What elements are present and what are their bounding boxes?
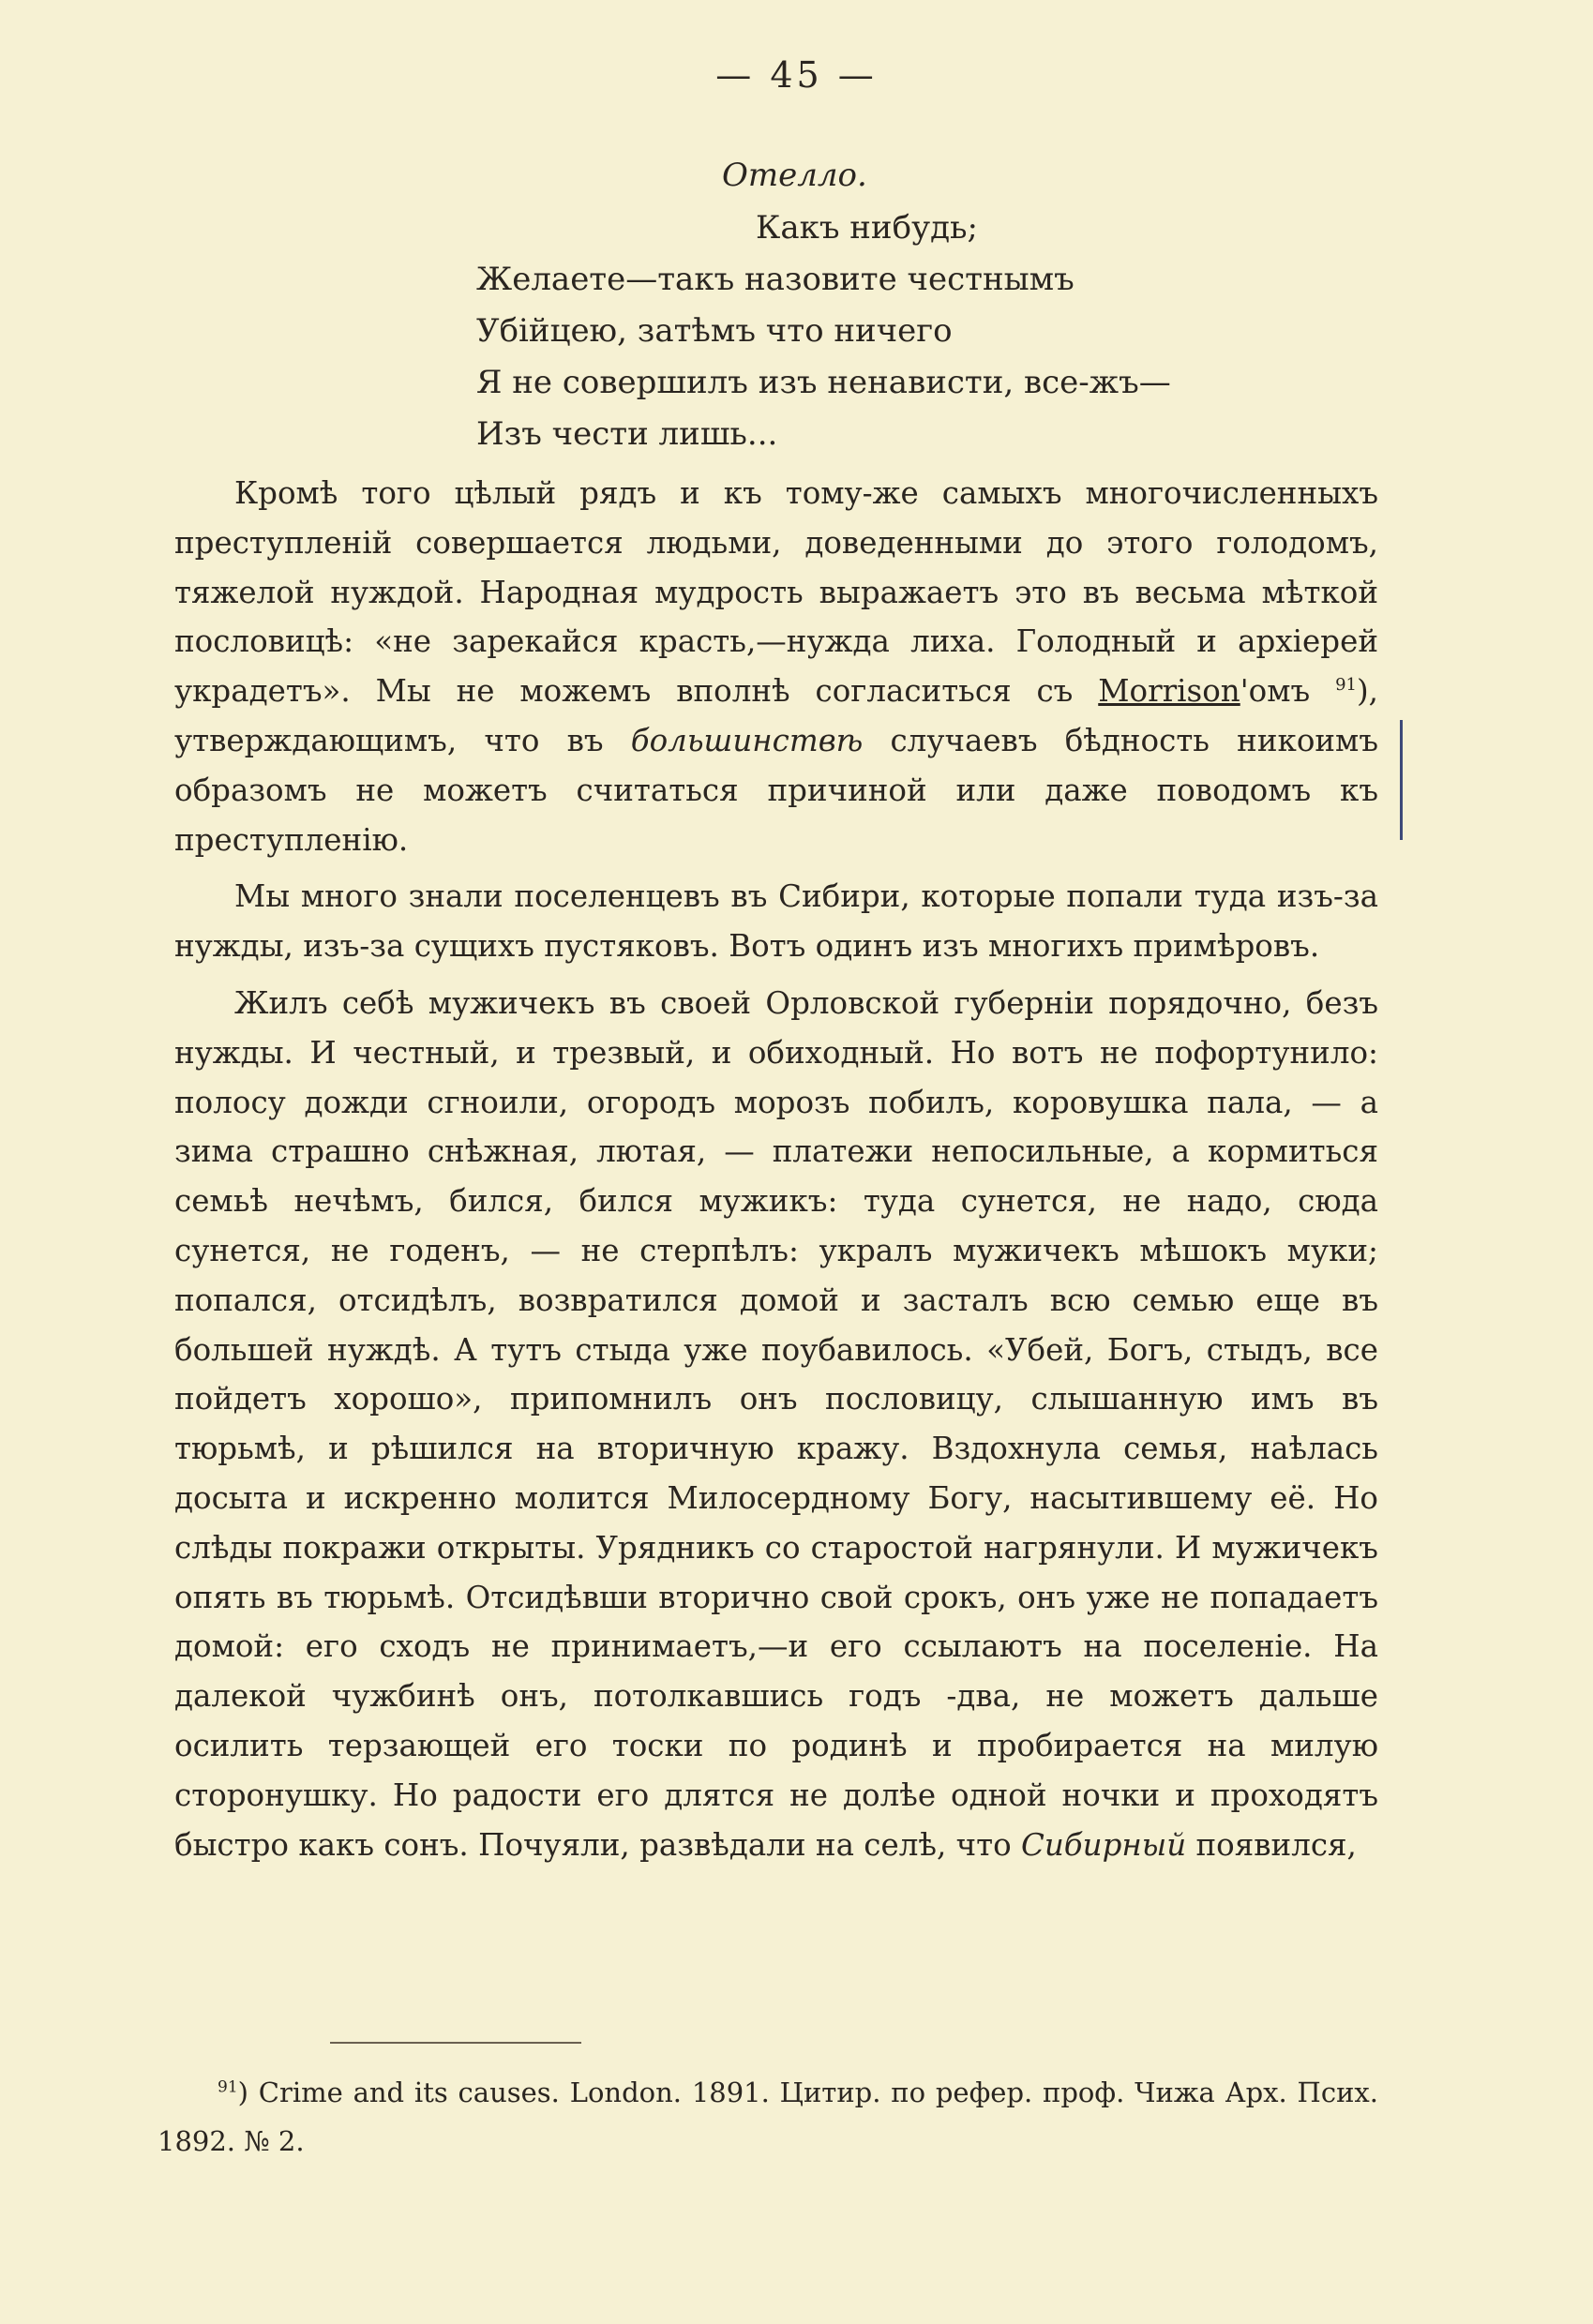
footnote <box>158 2068 1378 2166</box>
text-run: Кромѣ того цѣлый рядъ и къ тому-же самыхъ многочисленныхъ преступленій совершается людьми, доведенными до этого голодомъ, тяжелой нуждой. Народная мудрость выражаетъ это въ весьма мѣткой пословицѣ: «не зарекайся красть,—нужда лиха. Голодный и архіерей украдетъ». Мы не можемъ вполнѣ согласиться съ <box>174 475 1378 710</box>
footnote-ref: 91 <box>1335 675 1357 696</box>
paragraph <box>174 469 1378 864</box>
body-text <box>174 469 1378 1877</box>
verse-quote <box>476 148 1171 460</box>
paragraph: Мы много знали поселенцевъ въ Сибири, которые попали туда изъ-за нужды, изъ-за сущихъ пустяковъ. Вотъ одинъ изъ многихъ примѣровъ. <box>174 878 1378 965</box>
verse-line: Изъ чести лишь... <box>476 415 778 453</box>
text-run: случаевъ бѣдность никоимъ образомъ не можетъ считаться причиной или даже поводомъ къ преступленію. <box>174 722 1379 858</box>
underlined-name: Morrison <box>1098 673 1240 710</box>
margin-mark <box>1400 720 1403 840</box>
page-number: — 45 — <box>715 54 878 96</box>
text-run: ), утверждающимъ, что въ <box>174 673 1378 758</box>
verse-line: Я не совершилъ изъ ненависти, все-жъ— <box>476 364 1171 401</box>
text-run: появился, <box>1186 1826 1357 1863</box>
verse-line: Желаете—такъ назовите честнымъ <box>476 261 1075 298</box>
footnote-divider <box>330 2042 581 2044</box>
verse-speaker: Отелло. <box>722 157 867 194</box>
text-run: 'омъ <box>1240 673 1336 710</box>
text-run: ) Crime and its causes. London. 1891. Цитир. по рефер. проф. Чижа Арх. Псих. 1892. № 2. <box>158 2077 1378 2157</box>
verse-line: Какъ нибудь; <box>756 209 978 247</box>
paragraph <box>174 979 1378 1869</box>
emphasis: большинствѣ <box>630 722 864 758</box>
emphasis: Сибирный <box>1021 1826 1187 1863</box>
verse-line: Убійцею, затѣмъ что ничего <box>476 312 953 350</box>
footnote-text <box>158 2068 1378 2166</box>
text-run: Жилъ себѣ мужичекъ въ своей Орловской губерніи порядочно, безъ нужды. И честный, и трезвый, и обиходный. Но вотъ не пофортунило: полосу дожди сгноили, огородъ морозъ побилъ, коровушка пала, — а зима страшно снѣжная, лютая, — платежи непосильные, а кормиться семьѣ нечѣмъ, бился, бился мужикъ: туда сунется, не надо, сюда сунется, не годенъ, — не стерпѣлъ: укралъ мужичекъ мѣшокъ муки; попался, отсидѣлъ, возвратился домой и засталъ всю семью еще въ большей нуждѣ. А тутъ стыда уже поубавилось. «Убей, Богъ, стыдъ, все пойдетъ хорошо», припомнилъ онъ пословицу, слышанную имъ въ тюрьмѣ, и рѣшился на вторичную кражу. Вздохнула семья, наѣлась досыта и искренно молится Милосердному Богу, насытившему её. Но слѣды покражи открыты. Урядникъ со старостой нагрянули. И мужичекъ опять въ тюрьмѣ. Отсидѣвши вторично свой срокъ, онъ уже не попадаетъ домой: его сходъ не принимаетъ,—и его ссылаютъ на поселеніе. На далекой чужбинѣ онъ, потолкавшись годъ -два, не можетъ дальше осилить терзающей его тоски по родинѣ и пробирается на милую сторонушку. Но радости его длятся не долѣе одной ночки и проходятъ быстро какъ сонъ. Почуяли, развѣдали на селѣ, что <box>174 984 1378 1863</box>
footnote-number: 91 <box>218 2077 238 2097</box>
